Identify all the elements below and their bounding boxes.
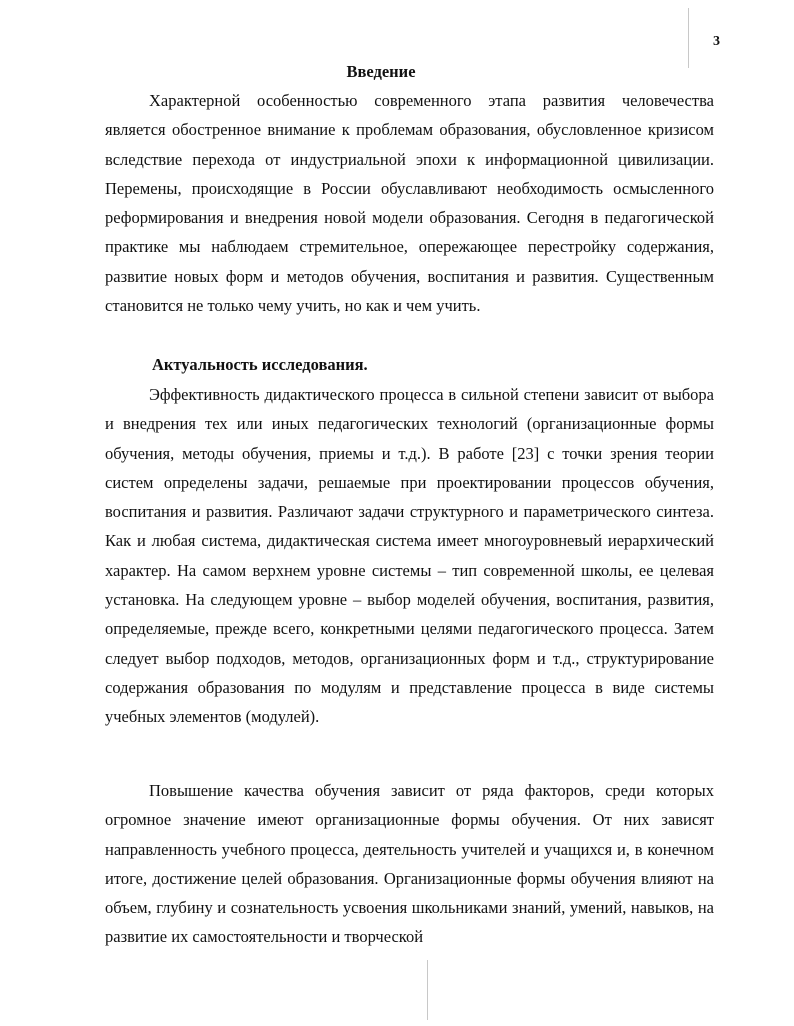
page-title: Введение xyxy=(346,62,416,81)
paragraph-quality: Повышение качества обучения зависит от ряда факторов, среди которых огромное значение имеют организационные формы обучения. От них зависят направленность учебного процесса, деятельность учителей и учащихся и, в конечном итоге, достижение целей образования. Организационные формы обучения влияют на объем, глубину и сознательность усвоения школьниками знаний, умений, навыков, на развитие их самостоятельности и творческой xyxy=(105,781,714,947)
scan-artifact xyxy=(427,960,428,1020)
section-heading-relevance: Актуальность исследования. xyxy=(152,355,368,374)
paragraph-intro: Характерной особенностью современного этапа развития человечества является обостренное внимание к проблемам образования, обусловленное кризисом вследствие перехода от индустриальной эпохи к информационной цивилизации. Перемены, происходящие в России обуславливают необходимость осмысленного реформирования и внедрения новой модели образования. Сегодня в педагогической практике мы наблюдаем стремительное, опережающее перестройку содержания, развитие новых форм и методов обучения, воспитания и развития. Существенным становится не только чему учить, но как и чем учить. xyxy=(105,91,714,316)
paragraph-relevance: Эффективность дидактического процесса в сильной степени зависит от выбора и внедрения тех или иных педагогических технологий (организационные формы обучения, методы обучения, приемы и т.д.). В работе [23] с точки зрения теории систем определены задачи, решаемые при проектировании процессов обучения, воспитания и развития. Различают задачи структурного и параметрического синтеза. Как и любая система, дидактическая система имеет многоуровневый иерархический характер. На самом верхнем уровне системы – тип современной школы, ее целевая установка. На следующем уровне – выбор моделей обучения, воспитания, развития, определяемые, прежде всего, конкретными целями педагогического процесса. Затем следует выбор подходов, методов, организационных форм и т.д., структурирование содержания образования по модулям и представление процесса в виде системы учебных элементов (модулей). xyxy=(105,385,714,727)
scan-artifact xyxy=(688,8,689,68)
page-number: 3 xyxy=(713,34,720,49)
